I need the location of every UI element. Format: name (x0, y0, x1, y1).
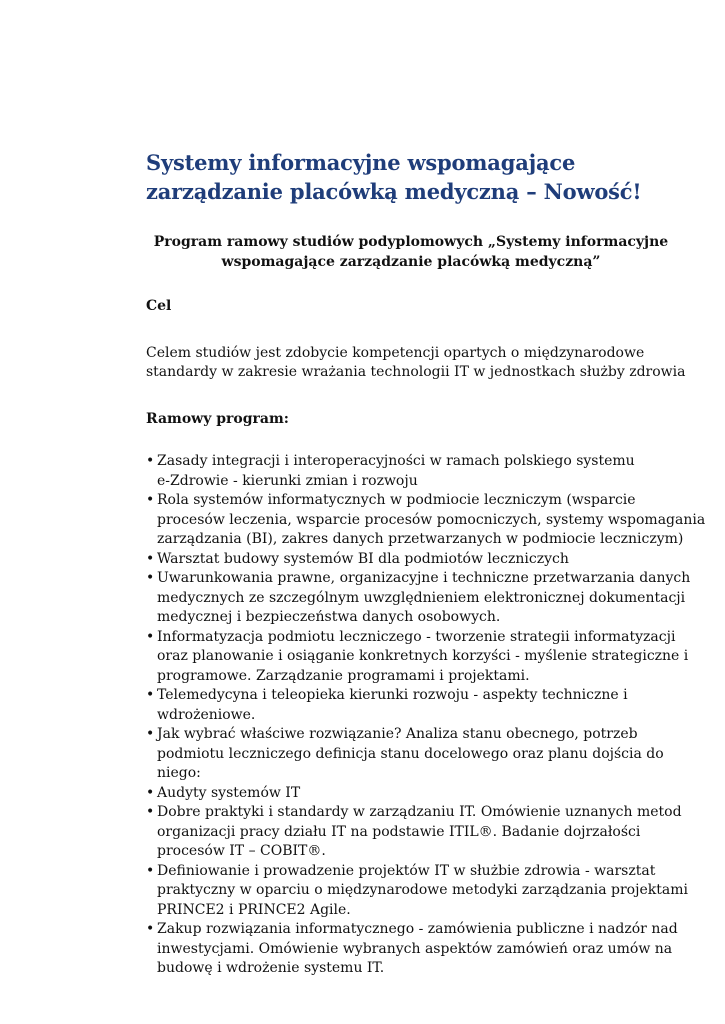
page-title (146, 148, 676, 206)
title-line: zarządzanie placówką medyczną – Nowość! (146, 179, 642, 204)
bullet-icon: • (146, 726, 155, 742)
goal-line: standardy w zakresie wrażania technologii IT w jednostkach służby zdrowia (146, 364, 686, 380)
program-item-line: Informatyzacja podmiotu leczniczego - tworzenie strategii informatyzacji (157, 628, 676, 645)
program-item-line: e-Zdrowie - kierunki zmian i rozwoju (157, 472, 418, 489)
program-item-line: programowe. Zarządzanie programami i projektami. (157, 667, 530, 684)
subtitle-line: wspomagające zarządzanie placówką medyczną” (221, 253, 601, 270)
program-item-line: medycznej i bezpieczeństwa danych osobowych. (157, 609, 501, 625)
program-item-line: Warsztat budowy systemów BI dla podmiotów leczniczych (157, 550, 569, 567)
bullet-icon: • (146, 804, 155, 820)
program-heading: Ramowy program: (146, 410, 289, 427)
bullet-icon: • (146, 687, 155, 703)
program-item-line: Dobre praktyki i standardy w zarządzaniu IT. Omówienie uznanych metod (157, 804, 682, 820)
goal-heading: Cel (146, 298, 172, 314)
program-list-item (146, 920, 676, 979)
program-item-line: organizacji pracy działu IT na podstawie ITIL®. Badanie dojrzałości (157, 823, 641, 840)
program-item-line: budowę i wdrożenie systemu IT. (157, 960, 385, 976)
goal-paragraph (146, 344, 686, 383)
goal-line: Celem studiów jest zdobycie kompetencji opartych o międzynarodowe (146, 344, 645, 361)
program-item-line: zarządzania (BI), zakres danych przetwarzanych w podmiocie leczniczym) (157, 531, 684, 547)
program-item-line: praktyczny w oparciu o międzynarodowe metodyki zarządzania projektami (157, 882, 688, 898)
program-list-item (146, 569, 691, 628)
program-list (146, 452, 706, 979)
program-item-line: procesów IT – COBIT®. (157, 843, 326, 859)
program-item-line: Zakup rozwiązania informatycznego - zamówienia publiczne i nadzór nad (157, 921, 678, 937)
program-item-line: Telemedycyna i teleopieka kierunki rozwoju - aspekty techniczne i (157, 687, 628, 703)
program-list-item (146, 784, 676, 804)
program-item-line: PRINCE2 i PRINCE2 Agile. (157, 901, 351, 918)
program-item-line: Rola systemów informatycznych w podmiocie leczniczym (wsparcie (157, 492, 636, 508)
program-list-item (146, 452, 676, 491)
program-list-item (146, 686, 676, 725)
subtitle-line: Program ramowy studiów podyplomowych „Systemy informacyjne (153, 234, 669, 250)
bullet-icon: • (146, 550, 155, 567)
bullet-icon: • (146, 784, 155, 801)
bullet-icon: • (146, 921, 155, 937)
program-list-item (146, 862, 688, 921)
program-item-line: Definiowanie i prowadzenie projektów IT w służbie zdrowia - warsztat (157, 862, 656, 879)
bullet-icon: • (146, 862, 155, 879)
document-page (146, 148, 706, 979)
program-list-item (146, 803, 682, 862)
program-item-line: niego: (157, 765, 201, 781)
program-item-line: Audyty systemów IT (157, 784, 301, 801)
program-item-line: inwestycjami. Omówienie wybranych aspektów zamówień oraz umów na (157, 940, 673, 957)
bullet-icon: • (146, 628, 155, 645)
program-item-line: Jak wybrać właściwe rozwiązanie? Analiza stanu obecnego, potrzeb (157, 726, 638, 742)
program-list-item (146, 550, 676, 570)
program-item-line: oraz planowanie i osiąganie konkretnych korzyści - myślenie strategiczne i (157, 648, 689, 664)
program-item-line: Zasady integracji i interoperacyjności w ramach polskiego systemu (157, 453, 635, 469)
program-item-line: medycznych ze szczególnym uwzględnieniem elektronicznej dokumentacji (157, 589, 686, 606)
bullet-icon: • (146, 453, 155, 469)
bullet-icon: • (146, 492, 155, 508)
program-subtitle (146, 233, 676, 272)
bullet-icon: • (146, 570, 155, 586)
program-list-item (146, 491, 706, 550)
program-list-item (146, 725, 676, 784)
program-item-line: Uwarunkowania prawne, organizacyjne i techniczne przetwarzania danych (157, 570, 691, 586)
program-item-line: procesów leczenia, wsparcie procesów pomocniczych, systemy wspomagania (157, 511, 706, 528)
title-line: Systemy informacyjne wspomagające (146, 150, 576, 175)
program-item-line: wdrożeniowe. (157, 706, 256, 723)
program-item-line: podmiotu leczniczego definicja stanu docelowego oraz planu dojścia do (157, 745, 664, 762)
program-list-item (146, 628, 689, 687)
